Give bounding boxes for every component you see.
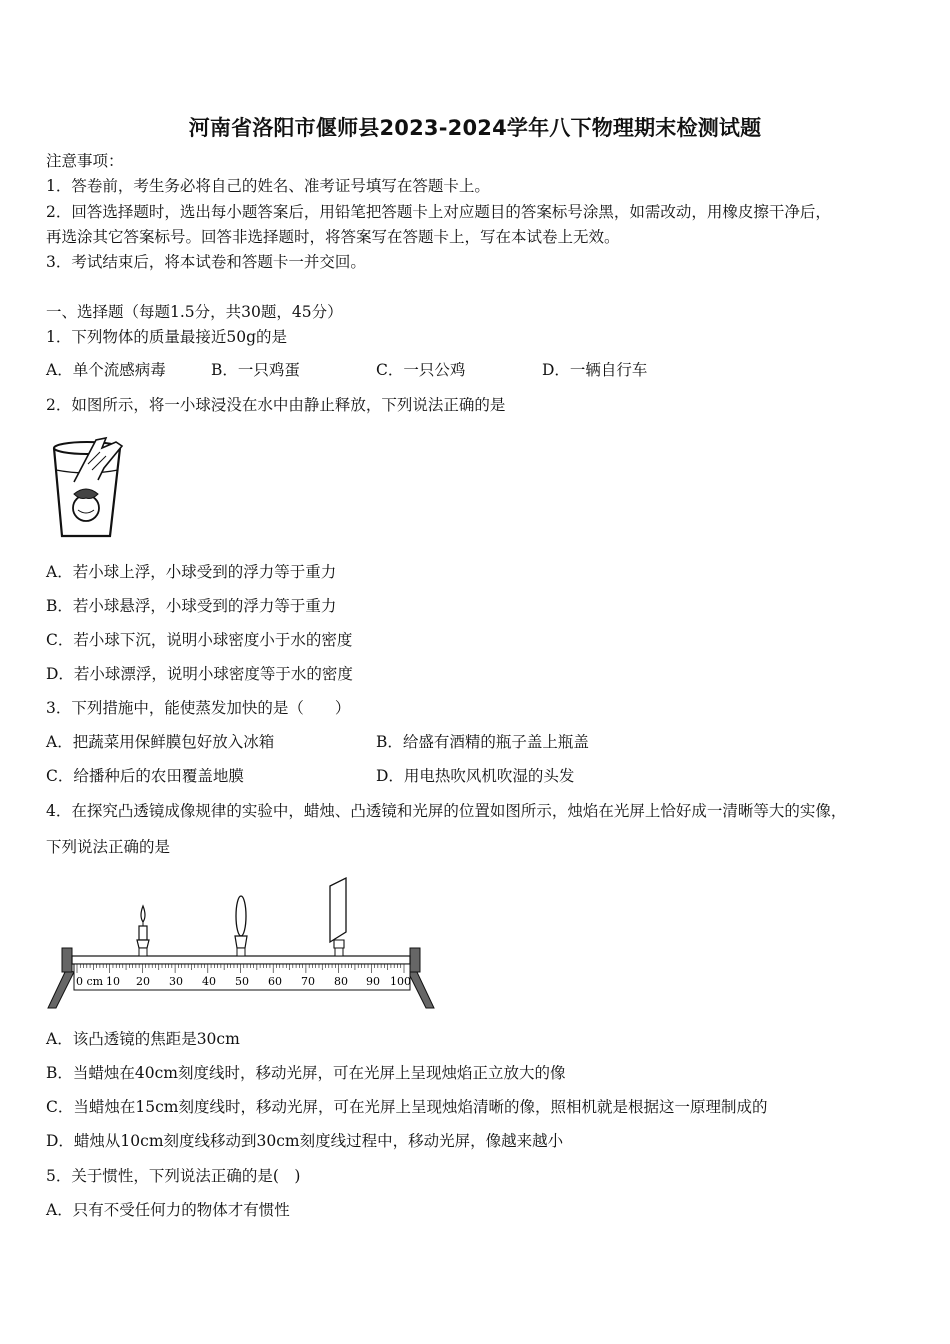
notice-item: 3．考试结束后，将本试卷和答题卡一并交回。 bbox=[46, 253, 366, 271]
notice-item: 再选涂其它答案标号。回答非选择题时，将答案写在答题卡上，写在本试卷上无效。 bbox=[46, 228, 620, 246]
option-c: C．给播种后的农田覆盖地膜 bbox=[46, 767, 244, 785]
question-4-stem-cont: 下列说法正确的是 bbox=[46, 838, 171, 856]
ruler-label: 70 bbox=[301, 975, 315, 988]
option-d: D．一辆自行车 bbox=[542, 361, 648, 379]
option-c: C．一只公鸡 bbox=[376, 361, 466, 379]
ruler-label: 100 bbox=[390, 975, 411, 988]
ruler-label: 50 bbox=[235, 975, 249, 988]
question-4-option-d: D．蜡烛从10cm刻度线移动到30cm刻度线过程中，移动光屏，像越来越小 bbox=[46, 1132, 564, 1150]
ruler-label: 30 bbox=[169, 975, 183, 988]
light-screen bbox=[330, 878, 346, 956]
convex-lens bbox=[235, 896, 247, 956]
question-4-option-c: C．当蜡烛在15cm刻度线时，移动光屏，可在光屏上呈现烛焰清晰的像，照相机就是根据这一原理制成的 bbox=[46, 1098, 768, 1116]
option-b: B．一只鸡蛋 bbox=[211, 361, 300, 379]
ruler-label: 60 bbox=[268, 975, 282, 988]
option-a: A．单个流感病毒 bbox=[46, 361, 166, 379]
option-b: B．给盛有酒精的瓶子盖上瓶盖 bbox=[376, 733, 589, 751]
ruler-label: 20 bbox=[136, 975, 150, 988]
page-title: 河南省洛阳市偃师县2023-2024学年八下物理期末检测试题 bbox=[188, 116, 762, 140]
question-2-option-c: C．若小球下沉，说明小球密度小于水的密度 bbox=[46, 631, 353, 649]
question-1-stem: 1．下列物体的质量最接近50g的是 bbox=[46, 328, 288, 346]
candle bbox=[137, 906, 149, 956]
notice-item: 2．回答选择题时，选出每小题答案后，用铅笔把答题卡上对应题目的答案标号涂黑，如需改动，用橡皮擦干净后， bbox=[46, 203, 831, 221]
question-2-option-b: B．若小球悬浮，小球受到的浮力等于重力 bbox=[46, 597, 337, 615]
ruler-label: 0 cm bbox=[76, 975, 104, 988]
ruler-label: 90 bbox=[366, 975, 380, 988]
beaker-ball-figure bbox=[44, 434, 134, 542]
question-4-option-b: B．当蜡烛在40cm刻度线时，移动光屏，可在光屏上呈现烛焰正立放大的像 bbox=[46, 1064, 566, 1082]
ruler-label: 80 bbox=[334, 975, 348, 988]
question-5-option-a: A．只有不受任何力的物体才有惯性 bbox=[46, 1201, 290, 1219]
question-4-stem: 4．在探究凸透镜成像规律的实验中，蜡烛、凸透镜和光屏的位置如图所示，烛焰在光屏上恰好成一清晰等大的实像， bbox=[46, 802, 847, 820]
question-4-option-a: A．该凸透镜的焦距是30cm bbox=[46, 1030, 240, 1048]
question-2-stem: 2．如图所示，将一小球浸没在水中由静止释放，下列说法正确的是 bbox=[46, 396, 506, 414]
option-d: D．用电热吹风机吹湿的头发 bbox=[376, 767, 575, 785]
question-3-stem: 3．下列措施中，能使蒸发加快的是（ ） bbox=[46, 699, 351, 717]
question-5-stem: 5．关于惯性，下列说法正确的是( ) bbox=[46, 1167, 301, 1185]
optical-bench-figure bbox=[44, 872, 438, 1012]
option-a: A．把蔬菜用保鲜膜包好放入冰箱 bbox=[46, 733, 275, 751]
question-2-option-d: D．若小球漂浮，说明小球密度等于水的密度 bbox=[46, 665, 353, 683]
ruler-label: 40 bbox=[202, 975, 216, 988]
ruler-label: 10 bbox=[106, 975, 120, 988]
question-2-option-a: A．若小球上浮，小球受到的浮力等于重力 bbox=[46, 563, 337, 581]
section-heading: 一、选择题（每题1.5分，共30题，45分） bbox=[46, 303, 343, 321]
notice-item: 1．答卷前，考生务必将自己的姓名、准考证号填写在答题卡上。 bbox=[46, 177, 490, 195]
notice-heading: 注意事项： bbox=[46, 152, 124, 170]
